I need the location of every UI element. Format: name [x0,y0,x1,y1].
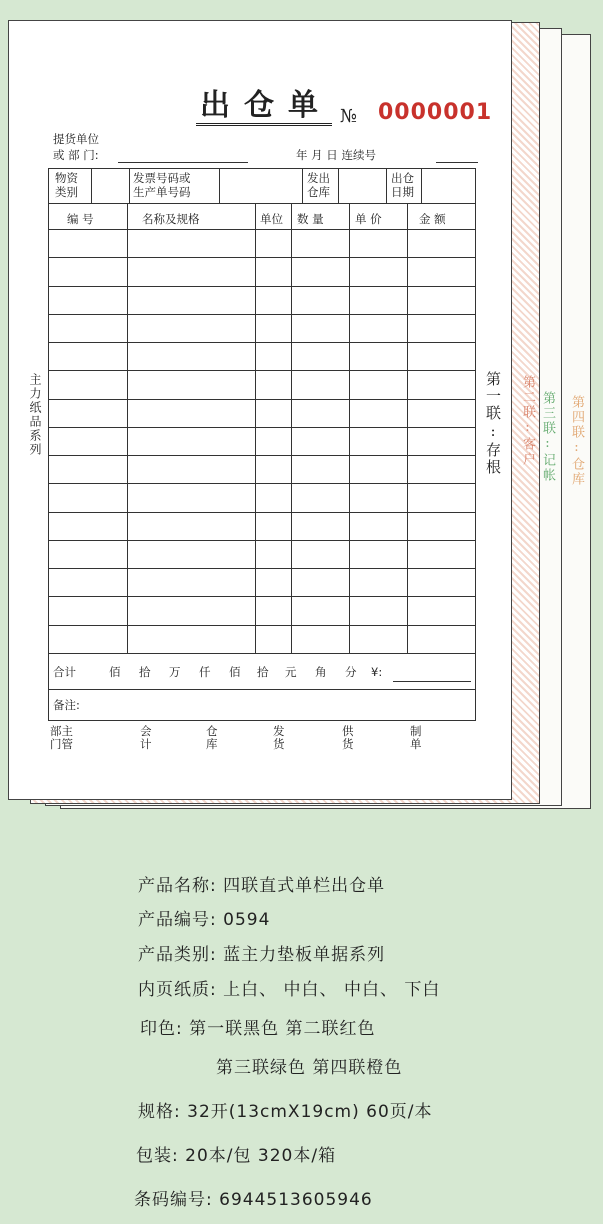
signature-label: 门管 [50,737,73,751]
table-row-line [49,540,475,541]
serial-underline [436,162,478,163]
dept-label-2: 或 部 门: [53,148,99,162]
product-print-2: 第三联绿色 第四联橙色 [216,1058,403,1078]
table-row-line [49,625,475,626]
product-pack: 包装: 20本/包 320本/箱 [136,1146,337,1166]
table-row-line [49,483,475,484]
column-header: 数 量 [297,212,324,226]
copy4-label: 第四联:仓库 [569,395,584,487]
signature-label: 部主 [50,724,73,738]
table-row-line [49,568,475,569]
total-unit: 角 [315,665,327,679]
header-cell: 物资 [55,171,78,185]
signature-label: 仓 [206,724,218,738]
side-series-label: 主力纸品系列 [28,373,42,457]
signature-label: 计 [140,737,152,751]
signature-label: 货 [273,737,285,751]
table-row-line [49,455,475,456]
date-label: 年 月 日 连续号 [296,148,376,162]
table-row-line [49,342,475,343]
signature-label: 货 [342,737,354,751]
header-cell: 发票号码或 [133,171,191,185]
copy1-label: 第一联:存根 [484,371,502,476]
table-row-line [49,399,475,400]
header-cell: 生产单号码 [133,185,191,199]
product-category: 产品类别: 蓝主力垫板单据系列 [138,945,386,965]
header-cell: 出仓 [391,171,414,185]
table-row-line [49,512,475,513]
header-cell: 发出 [307,171,330,185]
copy3-label: 第三联:记帐 [540,391,555,483]
signature-label: 单 [410,737,422,751]
total-unit: 拾 [139,665,151,679]
signature-label: 制 [410,724,422,738]
signature-label: 会 [140,724,152,738]
copy2-label: 第二联:客户 [520,375,535,467]
total-unit: 仟 [199,665,211,679]
column-header: 名称及规格 [142,212,200,226]
dept-label-1: 提货单位 [53,132,99,146]
table-row-line [49,596,475,597]
dept-underline [118,162,248,163]
table-row-line [49,286,475,287]
product-paper: 内页纸质: 上白、 中白、 中白、 下白 [138,980,441,1000]
product-code: 产品编号: 0594 [138,910,271,930]
table-row-line [49,427,475,428]
total-label: 合计 [53,665,76,679]
column-header: 编 号 [67,212,94,226]
product-spec: 规格: 32开(13cmX19cm) 60页/本 [138,1102,433,1122]
signature-label: 库 [206,737,218,751]
table-row-line [49,370,475,371]
product-print-1: 印色: 第一联黑色 第二联红色 [140,1019,376,1039]
table-row-line [49,314,475,315]
remark-label: 备注: [53,698,80,712]
total-unit: 佰 [109,665,121,679]
form-title: 出仓单 [196,90,332,126]
column-header: 单 价 [355,212,382,226]
signature-label: 发 [273,724,285,738]
total-unit: 元 [285,665,297,679]
table-row-line [49,257,475,258]
table-row-line [49,229,475,230]
number-label: № [340,106,358,127]
form-number: 0000001 [378,100,493,125]
form-table [48,168,476,721]
total-unit: 拾 [257,665,269,679]
header-cell: 仓库 [307,185,330,199]
total-unit: 万 [169,665,181,679]
header-cell: 类别 [55,185,78,199]
signature-label: 供 [342,724,354,738]
column-header: 金 额 [419,212,446,226]
column-header: 单位 [260,212,283,226]
total-unit: 佰 [229,665,241,679]
total-unit: 分 [345,665,357,679]
header-cell: 日期 [391,185,414,199]
total-unit: ¥: [371,665,383,679]
product-name: 产品名称: 四联直式单栏出仓单 [138,876,386,896]
product-barcode: 条码编号: 6944513605946 [134,1190,373,1210]
total-amount-underline [393,681,471,682]
